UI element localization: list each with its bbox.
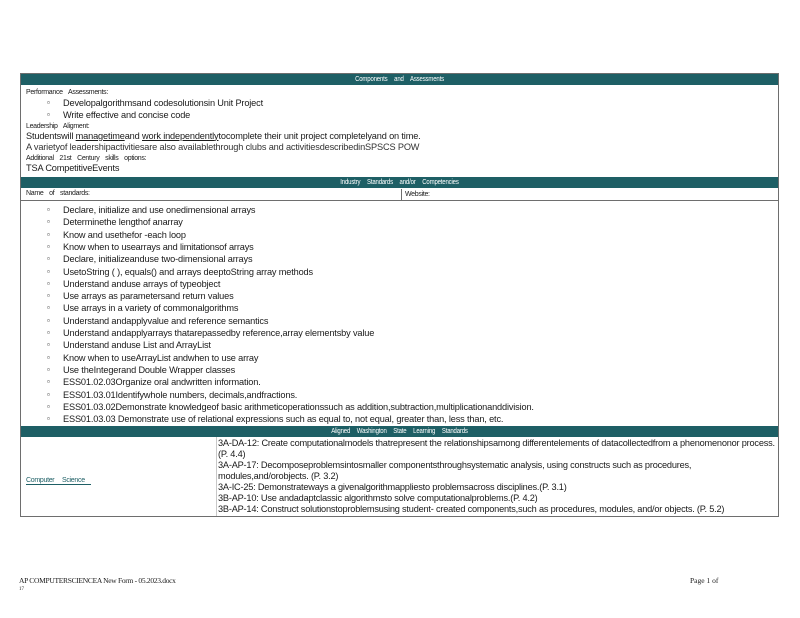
square-bullet-icon: ▫	[47, 401, 50, 411]
leadership-label: Leadership Aligment:	[26, 122, 90, 130]
industry-standard-item: Use theIntegerand Double Wrapper classes	[63, 364, 236, 375]
performance-item: Write effective and concise code	[63, 110, 191, 121]
list-item	[26, 376, 778, 388]
square-bullet-icon: ▫	[47, 414, 50, 424]
list-item	[26, 389, 778, 401]
industry-standard-item: ESS01.02.03Organize oral andwritten information.	[63, 377, 261, 388]
list-item	[26, 253, 778, 265]
leadership-text	[26, 131, 778, 143]
website-label: Website:	[401, 189, 430, 200]
aligned-standards-list	[217, 437, 778, 516]
industry-standard-item: ESS01.03.02Demonstrate knowledgeof basic arithmeticoperationssuch as addition,subtraction,multiplicationanddivision.	[63, 401, 534, 412]
performance-item: Developalgorithmsand codesolutionsin Unit Project	[63, 98, 263, 108]
square-bullet-icon: ▫	[47, 364, 50, 374]
industry-standard-item: Know when to usearrays and limitationsof arrays	[63, 241, 254, 252]
components-section	[21, 85, 778, 177]
industry-standard-item: Understand andapplyvalue and reference semantics	[63, 315, 269, 326]
leadership-text-part: and	[124, 130, 142, 141]
industry-standard-item: Declare, initialize and use onedimensional arrays	[63, 205, 256, 216]
square-bullet-icon: ▫	[47, 98, 50, 107]
additional-skills-text: TSA CompetitiveEvents	[26, 162, 120, 173]
industry-standard-item: Understand anduse List and ArrayList	[63, 340, 211, 351]
performance-label: Performance Assessments:	[26, 89, 108, 96]
list-item	[26, 327, 778, 339]
aligned-header: Aligned Washington State Learning Standards	[74, 426, 725, 437]
aligned-standard-item: 3A-AP-17: Decomposeproblemsintosmaller componentsthroughsystematic analysis, using constructs such as procedures, modules,and/orobjects. (P. 3.2)	[218, 460, 692, 482]
industry-standard-item: Declare, initializeanduse two-dimensional arrays	[63, 254, 253, 265]
square-bullet-icon: ▫	[47, 328, 50, 338]
aligned-standards-row	[21, 437, 778, 516]
components-header-bar	[21, 74, 778, 85]
work-independently-link[interactable]: work independently	[142, 130, 219, 141]
list-item	[26, 352, 778, 364]
list-item	[26, 339, 778, 351]
industry-standard-item: UsetoString ( ), equals() and arrays deeptoString array methods	[63, 266, 313, 277]
list-item	[26, 266, 778, 278]
industry-standard-item: Understand andapplyarrays thatarepassedby reference,array elementsby value	[63, 328, 375, 339]
list-item	[26, 290, 778, 302]
leadership-text-part: tocomplete their unit project completelyand on time.	[218, 130, 421, 141]
industry-standard-item: Determinethe lengthof anarray	[63, 217, 183, 228]
square-bullet-icon: ▫	[47, 110, 50, 120]
list-item	[26, 229, 778, 241]
industry-standard-item: Understand anduse arrays of typeobject	[63, 278, 221, 289]
industry-header-bar	[21, 177, 778, 188]
aligned-standard-item: 3A-DA-12: Create computationalmodels thatrepresent the relationshipsamong differentelements of datacollectedfrom a phenomenonor process. (P. 4.4)	[218, 438, 775, 460]
square-bullet-icon: ▫	[47, 254, 50, 264]
list-item	[26, 302, 778, 314]
square-bullet-icon: ▫	[47, 291, 50, 301]
industry-standard-item: ESS01.03.01Identifywhole numbers, decimals,andfractions.	[63, 389, 298, 400]
square-bullet-icon: ▫	[47, 377, 50, 387]
aligned-header-bar	[21, 426, 778, 437]
list-item	[26, 204, 778, 216]
subject-cell	[21, 437, 217, 516]
list-item	[26, 315, 778, 327]
list-item	[26, 97, 778, 109]
additional-skills-label: Additional 21st Century skills options:	[26, 154, 147, 162]
standards-name-row	[21, 189, 778, 201]
components-header: Components and Assessments	[74, 74, 725, 85]
square-bullet-icon: ▫	[47, 303, 50, 313]
square-bullet-icon: ▫	[47, 352, 50, 362]
square-bullet-icon: ▫	[47, 217, 50, 227]
aligned-standard-item: 3B-AP-14: Construct solutionstoproblemsusing student- created components,such as procedures, modules, and/or objects. (P. 5.2)	[218, 504, 725, 515]
subject-label: Computer Science	[26, 477, 91, 485]
list-item	[26, 364, 778, 376]
footer-total-pages: 17	[19, 587, 24, 592]
industry-header: Industry Standards and/or Competencies	[74, 177, 725, 188]
square-bullet-icon: ▫	[47, 315, 50, 325]
industry-standard-item: Know when to useArrayList andwhen to use array	[63, 352, 259, 363]
leadership-text-part: Studentswill	[26, 130, 76, 141]
manage-time-link[interactable]: managetime	[75, 130, 125, 141]
industry-standard-item: ESS01.03.03 Demonstrate use of relational expressions such as equal to, not equal, greater than, less than, etc.	[63, 414, 504, 425]
name-of-standards-label: Name of standards:	[26, 190, 90, 198]
square-bullet-icon: ▫	[47, 278, 50, 288]
industry-standard-item: Know and usethefor -each loop	[63, 229, 186, 240]
square-bullet-icon: ▫	[47, 389, 50, 399]
footer-filename: AP COMPUTERSCIENCEA New Form - 05.2023.docx	[19, 576, 176, 585]
square-bullet-icon: ▫	[47, 241, 50, 251]
list-item	[26, 109, 778, 121]
square-bullet-icon: ▫	[47, 205, 50, 215]
industry-standards-list	[21, 202, 778, 426]
list-item	[26, 413, 778, 425]
list-item	[26, 216, 778, 228]
industry-standard-item: Use arrays in a variety of commonalgorithms	[63, 303, 239, 314]
list-item	[26, 278, 778, 290]
square-bullet-icon: ▫	[47, 340, 50, 350]
aligned-standard-item: 3B-AP-10: Use andadaptclassic algorithmsto solve computationalproblems.(P. 4.2)	[218, 493, 538, 504]
square-bullet-icon: ▫	[47, 266, 50, 276]
leadership-activities-text: A varietyof leadershipactivitiesare also availablethrough clubs and activitiesdescribedinSPSCS POW	[26, 142, 420, 153]
list-item	[26, 241, 778, 253]
industry-standard-item: Use arrays as parametersand return values	[63, 291, 234, 302]
aligned-standard-item: 3A-IC-25: Demonstrateways a givenalgorithmappliesto problemsacross disciplines.(P. 3.1)	[218, 482, 567, 493]
square-bullet-icon: ▫	[47, 229, 50, 239]
footer-page-number: Page 1 of	[690, 576, 719, 585]
curriculum-table	[20, 73, 779, 517]
list-item	[26, 401, 778, 413]
